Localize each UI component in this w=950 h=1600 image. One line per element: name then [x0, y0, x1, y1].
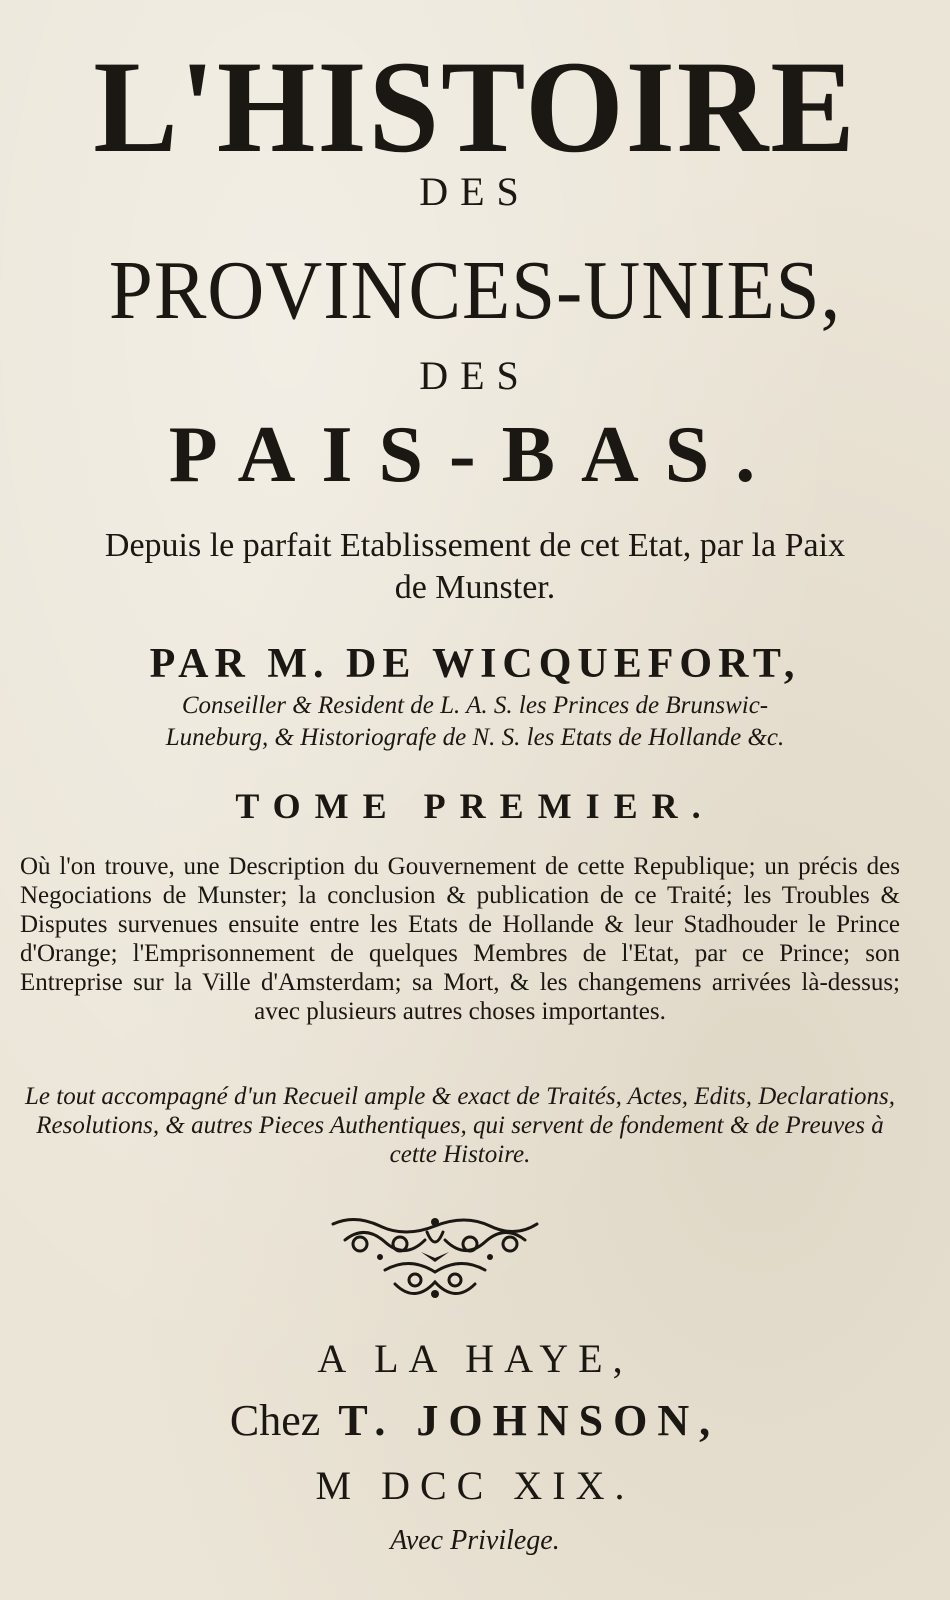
subtitle: Depuis le parfait Etablissement de cet Etat, par la Paix de Munster.: [104, 527, 846, 606]
author-description: Conseiller & Resident de L. A. S. les Princes de Brunswic-Luneburg, & Historiografe de N. S. les Etats de Hollande &c.: [165, 692, 785, 751]
title-line-2: PROVINCES-UNIES,: [108, 244, 842, 337]
title-line-3: PAIS-BAS.: [168, 411, 782, 499]
title-line-1: L'HISTOIRE: [93, 33, 857, 180]
publication-year: M DCC XIX.: [315, 1463, 635, 1508]
contents-description: Où l'on trouve, une Description du Gouvernement de cette Republique; un précis des Negociations de Munster; la conclusion & publication de ce Traité; les Troubles & Disputes survenues ensuite entre les Etats de Hollande & leur Stadhouder le Prince d'Orange; l'Emprisonnement de quelques Membres de l'Etat, par ce Prince; son Entreprise sur la Ville d'Amsterdam; sa Mort, & les changemens arrivées là-dessus; avec plusieurs autres choses importantes.: [20, 853, 900, 1025]
author: PAR M. DE WICQUEFORT,: [149, 641, 801, 687]
chez-label: Chez: [229, 1396, 321, 1445]
printer-ornament-icon: [325, 1212, 545, 1307]
volume-label: TOME PREMIER.: [235, 786, 715, 826]
privilege-note: Avec Privilege.: [390, 1525, 560, 1556]
publisher-line: [0, 1395, 950, 1446]
place-of-publication: A LA HAYE,: [317, 1336, 633, 1381]
accompaniment-note: Le tout accompagné d'un Recueil ample & exact de Traités, Actes, Edits, Declarations, Resolutions, & autres Pieces Authentiques, qui servent de fondement & de Preuves à cette Histoire.: [25, 1083, 895, 1168]
publisher-name: T. JOHNSON,: [338, 1396, 721, 1445]
des-line-2: DES: [419, 353, 531, 398]
des-line-1: DES: [419, 169, 531, 214]
